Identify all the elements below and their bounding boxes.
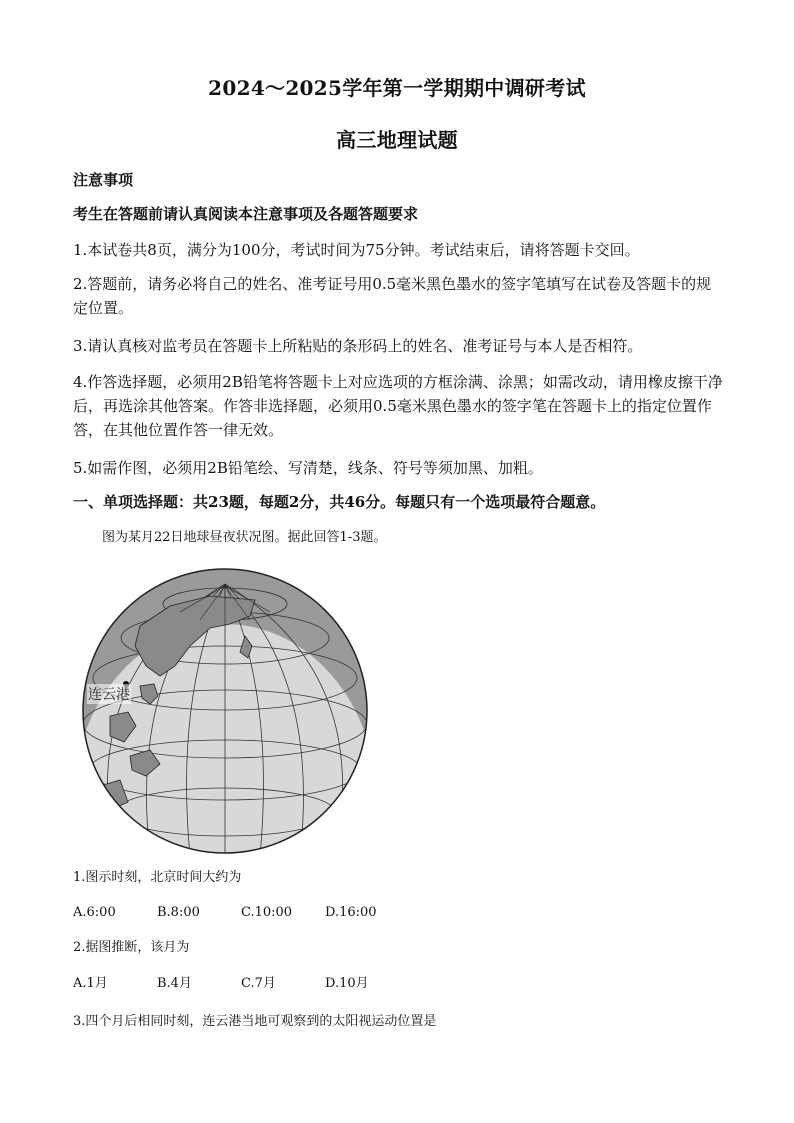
exam-title: 2024～2025学年第一学期期中调研考试 [208,76,586,100]
section-1-heading: 一、单项选择题：共23题，每题2分，共46分。每题只有一个选项最符合题意。 [73,493,606,511]
question-1-option-c[interactable]: C.10:00 [241,905,293,920]
globe-svg [80,566,370,856]
question-2-option-c[interactable]: C.7月 [241,976,276,991]
question-2-stem: 2.据图推断，该月为 [73,940,190,955]
earth-day-night-figure [80,566,370,856]
question-2-options [73,975,409,993]
notice-item-5: 5.如需作图，必须用2B铅笔绘、写清楚，线条、符号等须加黑、加粗。 [73,459,543,477]
exam-subtitle: 高三地理试题 [336,128,458,152]
notice-heading: 注意事项 [73,171,134,189]
question-3-stem: 3.四个月后相同时刻，连云港当地可观察到的太阳视运动位置是 [73,1014,437,1029]
notice-item-3: 3.请认真核对监考员在答题卡上所粘贴的条形码上的姓名、准考证号与本人是否相符。 [73,337,643,355]
question-1-stem: 1.图示时刻，北京时间大约为 [73,870,242,885]
question-1-option-b[interactable]: B.8:00 [157,905,200,920]
notice-item-4: 4.作答选择题，必须用2B铅笔将答题卡上对应选项的方框涂满、涂黑；如需改动，请用橡皮擦干净后，再选涂其他答案。作答非选择题，必须用0.5毫米黑色墨水的签字笔在答题卡上的指定位置作答，在其他位置作答一律无效。 [73,373,723,439]
figure-intro: 图为某月22日地球昼夜状况图。据此回答1-3题。 [102,530,387,545]
question-2-option-a[interactable]: A.1月 [73,976,108,991]
city-label-lianyungang: 连云港 [87,684,131,704]
notice-item-2: 2.答题前，请务必将自己的姓名、准考证号用0.5毫米黑色墨水的签字笔填写在试卷及答题卡的规定位置。 [73,275,712,317]
question-1-options [73,904,409,922]
notice-intro: 考生在答题前请认真阅读本注意事项及各题答题要求 [73,205,419,223]
question-1-option-a[interactable]: A.6:00 [73,905,116,920]
question-2-option-b[interactable]: B.4月 [157,976,192,991]
question-1-option-d[interactable]: D.16:00 [325,905,377,920]
question-2-option-d[interactable]: D.10月 [325,976,369,991]
notice-item-1: 1.本试卷共8页，满分为100分，考试时间为75分钟。考试结束后，请将答题卡交回。 [73,241,640,259]
